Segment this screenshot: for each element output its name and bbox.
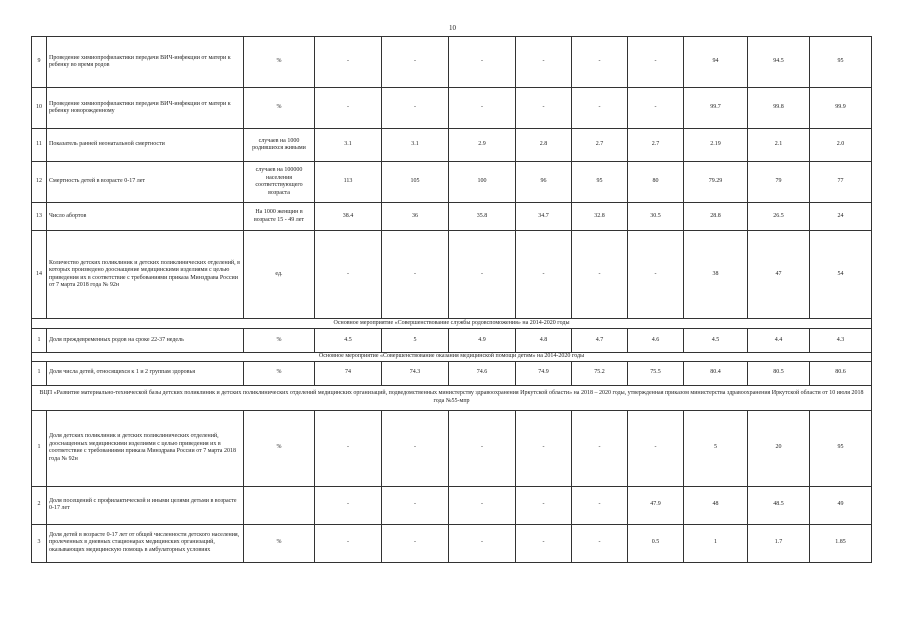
value-cell: 1 bbox=[684, 524, 748, 562]
unit-cell: % bbox=[244, 37, 315, 88]
value-cell: - bbox=[315, 231, 382, 319]
unit-cell: % bbox=[244, 524, 315, 562]
section-title: ВЦП «Развитие материально-технической базы детских поликлиник и детских поликлинических отделений медицинских организаций, подведомственных министерству здравоохранения Иркутской области» на 2018 – 2020 годы, утвержденная приказом министерства здравоохранения Иркутской области от 10 июля 2018 года №55-мпр bbox=[32, 385, 872, 410]
value-cell: 79 bbox=[748, 162, 810, 203]
indicator-name: Доля числа детей, относящихся к 1 и 2 группам здоровья bbox=[47, 361, 244, 385]
value-cell: - bbox=[315, 410, 382, 486]
unit-cell: % bbox=[244, 410, 315, 486]
value-cell: - bbox=[572, 486, 628, 524]
row-number: 1 bbox=[32, 361, 47, 385]
unit-cell: % bbox=[244, 361, 315, 385]
indicator-name: Доля детей в возрасте 0-17 лет от общей численности детского населения, пролеченных в дневных стационарах медицинских организаций, оказывающих медицинскую помощь в амбулаторных условиях bbox=[47, 524, 244, 562]
value-cell: 4.3 bbox=[810, 329, 872, 353]
unit-cell: % bbox=[244, 329, 315, 353]
value-cell: - bbox=[449, 410, 516, 486]
value-cell: 75.5 bbox=[628, 361, 684, 385]
unit-cell bbox=[244, 486, 315, 524]
unit-cell: случаев на 1000 родившихся живыми bbox=[244, 129, 315, 162]
value-cell: 48.5 bbox=[748, 486, 810, 524]
value-cell: 77 bbox=[810, 162, 872, 203]
value-cell: 95 bbox=[810, 410, 872, 486]
value-cell: - bbox=[449, 37, 516, 88]
value-cell: 3.1 bbox=[315, 129, 382, 162]
table-row bbox=[32, 486, 872, 524]
section-title: Основное мероприятие «Совершенствование оказания медицинской помощи детям» на 2014-2020 годы bbox=[32, 353, 872, 362]
indicators-table bbox=[31, 36, 872, 563]
value-cell: 80 bbox=[628, 162, 684, 203]
value-cell: 94 bbox=[684, 37, 748, 88]
value-cell: - bbox=[516, 231, 572, 319]
value-cell: 0.5 bbox=[628, 524, 684, 562]
row-number: 1 bbox=[32, 410, 47, 486]
indicator-name: Число абортов bbox=[47, 203, 244, 231]
indicator-name: Показатель ранней неонатальной смертности bbox=[47, 129, 244, 162]
value-cell: 2.9 bbox=[449, 129, 516, 162]
indicator-name: Доля посещений с профилактической и иными целями детьми в возрасте 0-17 лет bbox=[47, 486, 244, 524]
section-heading-row bbox=[32, 385, 872, 410]
value-cell: 28.8 bbox=[684, 203, 748, 231]
row-number: 11 bbox=[32, 129, 47, 162]
value-cell: 3.1 bbox=[382, 129, 449, 162]
value-cell: 32.8 bbox=[572, 203, 628, 231]
value-cell: 5 bbox=[684, 410, 748, 486]
row-number: 2 bbox=[32, 486, 47, 524]
value-cell: 4.4 bbox=[748, 329, 810, 353]
value-cell: 94.5 bbox=[748, 37, 810, 88]
value-cell: 49 bbox=[810, 486, 872, 524]
value-cell: 4.7 bbox=[572, 329, 628, 353]
value-cell: - bbox=[449, 88, 516, 129]
value-cell: 34.7 bbox=[516, 203, 572, 231]
value-cell: - bbox=[449, 524, 516, 562]
row-number: 1 bbox=[32, 329, 47, 353]
value-cell: 1.7 bbox=[748, 524, 810, 562]
value-cell: 2.8 bbox=[516, 129, 572, 162]
indicator-name: Доля преждевременных родов на сроке 22-37 недель bbox=[47, 329, 244, 353]
value-cell: - bbox=[382, 486, 449, 524]
value-cell: - bbox=[628, 88, 684, 129]
table-row bbox=[32, 88, 872, 129]
value-cell: - bbox=[449, 486, 516, 524]
value-cell: 75.2 bbox=[572, 361, 628, 385]
value-cell: 113 bbox=[315, 162, 382, 203]
table-row bbox=[32, 524, 872, 562]
value-cell: 4.5 bbox=[684, 329, 748, 353]
value-cell: - bbox=[516, 524, 572, 562]
value-cell: 26.5 bbox=[748, 203, 810, 231]
value-cell: - bbox=[516, 37, 572, 88]
value-cell: - bbox=[315, 37, 382, 88]
value-cell: - bbox=[382, 88, 449, 129]
value-cell: 74.3 bbox=[382, 361, 449, 385]
table-row bbox=[32, 410, 872, 486]
page-number: 10 bbox=[449, 24, 456, 32]
value-cell: - bbox=[628, 410, 684, 486]
value-cell: 99.8 bbox=[748, 88, 810, 129]
value-cell: 24 bbox=[810, 203, 872, 231]
value-cell: - bbox=[382, 37, 449, 88]
unit-cell: % bbox=[244, 88, 315, 129]
value-cell: 38.4 bbox=[315, 203, 382, 231]
value-cell: - bbox=[315, 486, 382, 524]
row-number: 13 bbox=[32, 203, 47, 231]
value-cell: 105 bbox=[382, 162, 449, 203]
table-row bbox=[32, 203, 872, 231]
unit-cell: На 1000 женщин в возрасте 15 - 49 лет bbox=[244, 203, 315, 231]
section-heading-row bbox=[32, 319, 872, 329]
table-row bbox=[32, 37, 872, 88]
value-cell: - bbox=[449, 231, 516, 319]
section-heading-row bbox=[32, 353, 872, 362]
value-cell: 47.9 bbox=[628, 486, 684, 524]
value-cell: - bbox=[382, 231, 449, 319]
row-number: 3 bbox=[32, 524, 47, 562]
value-cell: - bbox=[315, 524, 382, 562]
value-cell: - bbox=[516, 486, 572, 524]
value-cell: 30.5 bbox=[628, 203, 684, 231]
value-cell: 99.9 bbox=[810, 88, 872, 129]
row-number: 14 bbox=[32, 231, 47, 319]
value-cell: - bbox=[572, 410, 628, 486]
value-cell: - bbox=[572, 231, 628, 319]
value-cell: 100 bbox=[449, 162, 516, 203]
row-number: 9 bbox=[32, 37, 47, 88]
value-cell: 2.0 bbox=[810, 129, 872, 162]
value-cell: 20 bbox=[748, 410, 810, 486]
value-cell: 48 bbox=[684, 486, 748, 524]
value-cell: 74 bbox=[315, 361, 382, 385]
value-cell: 36 bbox=[382, 203, 449, 231]
value-cell: 80.6 bbox=[810, 361, 872, 385]
row-number: 12 bbox=[32, 162, 47, 203]
section-title: Основное мероприятие «Совершенствование службы родовспоможения» на 2014-2020 годы bbox=[32, 319, 872, 329]
value-cell: 54 bbox=[810, 231, 872, 319]
value-cell: 38 bbox=[684, 231, 748, 319]
value-cell: 2.1 bbox=[748, 129, 810, 162]
value-cell: - bbox=[628, 231, 684, 319]
value-cell: - bbox=[572, 524, 628, 562]
indicator-name: Проведение химиопрофилактики передачи ВИЧ-инфекции от матери к ребенку во время родов bbox=[47, 37, 244, 88]
value-cell: 80.4 bbox=[684, 361, 748, 385]
value-cell: 47 bbox=[748, 231, 810, 319]
table-row bbox=[32, 361, 872, 385]
value-cell: 79.29 bbox=[684, 162, 748, 203]
value-cell: - bbox=[516, 410, 572, 486]
row-number: 10 bbox=[32, 88, 47, 129]
value-cell: 74.9 bbox=[516, 361, 572, 385]
unit-cell: случаев на 100000 населения соответствующего возраста bbox=[244, 162, 315, 203]
value-cell: 2.7 bbox=[572, 129, 628, 162]
value-cell: 4.5 bbox=[315, 329, 382, 353]
value-cell: - bbox=[572, 37, 628, 88]
value-cell: 95 bbox=[810, 37, 872, 88]
value-cell: 95 bbox=[572, 162, 628, 203]
value-cell: 2.19 bbox=[684, 129, 748, 162]
indicator-name: Доля детских поликлиник и детских поликлинических отделений, дооснащенных медицинскими изделиями с целью приведения их в соответствие с требованиями приказа Минздрава России от 7 марта 2018 года № 92н bbox=[47, 410, 244, 486]
value-cell: - bbox=[315, 88, 382, 129]
table-row bbox=[32, 162, 872, 203]
value-cell: 35.8 bbox=[449, 203, 516, 231]
table-row bbox=[32, 231, 872, 319]
value-cell: 5 bbox=[382, 329, 449, 353]
value-cell: 4.6 bbox=[628, 329, 684, 353]
value-cell: 2.7 bbox=[628, 129, 684, 162]
value-cell: - bbox=[516, 88, 572, 129]
value-cell: 1.85 bbox=[810, 524, 872, 562]
value-cell: 4.9 bbox=[449, 329, 516, 353]
indicator-name: Смертность детей в возрасте 0-17 лет bbox=[47, 162, 244, 203]
unit-cell: ед. bbox=[244, 231, 315, 319]
value-cell: - bbox=[382, 410, 449, 486]
indicator-name: Количество детских поликлиник и детских поликлинических отделений, в которых произведено дооснащение медицинскими изделиями с целью приведения их в соответствие с требованиями приказа Минздрава России от 7 марта 2018 года № 92н bbox=[47, 231, 244, 319]
value-cell: 74.6 bbox=[449, 361, 516, 385]
value-cell: 96 bbox=[516, 162, 572, 203]
value-cell: - bbox=[382, 524, 449, 562]
table-row bbox=[32, 329, 872, 353]
value-cell: 80.5 bbox=[748, 361, 810, 385]
value-cell: - bbox=[572, 88, 628, 129]
value-cell: 99.7 bbox=[684, 88, 748, 129]
table-row bbox=[32, 129, 872, 162]
indicator-name: Проведение химиопрофилактики передачи ВИЧ-инфекции от матери к ребенку новорожденному bbox=[47, 88, 244, 129]
value-cell: - bbox=[628, 37, 684, 88]
value-cell: 4.8 bbox=[516, 329, 572, 353]
